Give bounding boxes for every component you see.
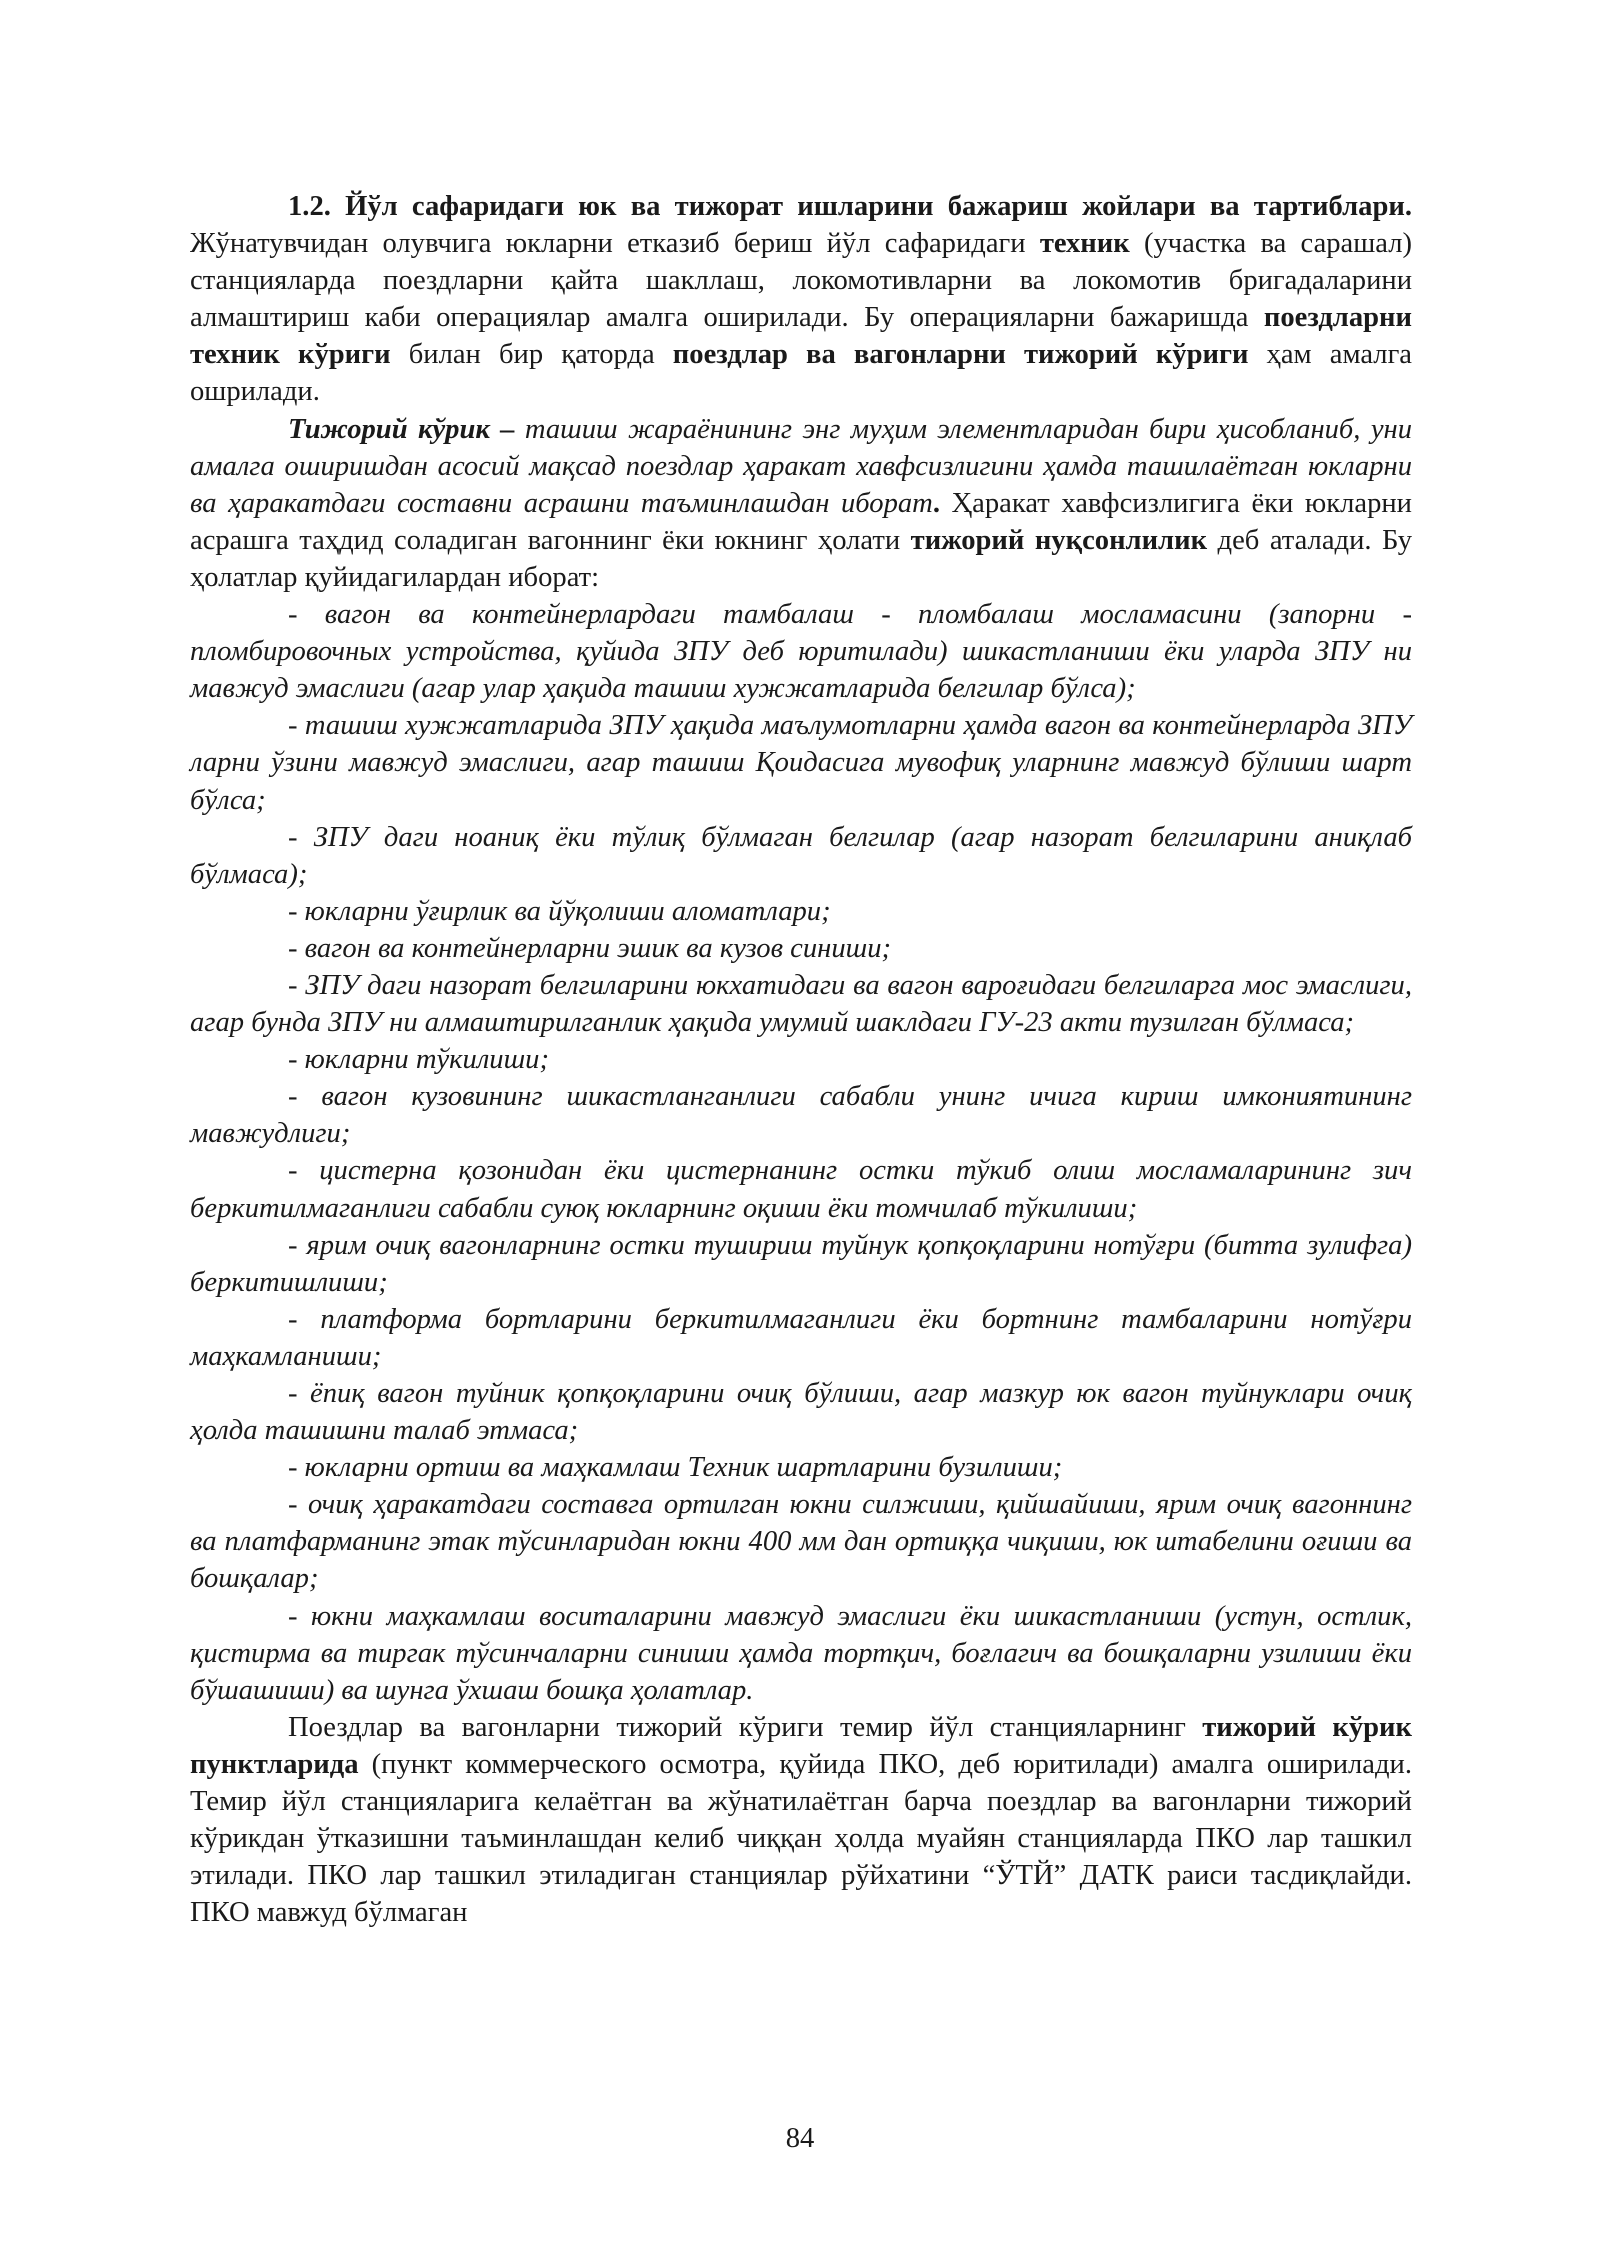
bold-italic-term: Тижорий кўрик – (288, 413, 515, 445)
list-item: - ярим очиқ вагонларнинг остки тушириш туйнук қопқоқларини нотўғри (битта зулифга) беркитишлиши; (190, 1229, 1412, 1298)
section-heading: 1.2. Йўл сафаридаги юк ва тижорат ишларини бажариш жойлари ва тартиблари. (288, 191, 1412, 222)
italic-text: ташиш жараёнининг энг муҳим элементларидан бири ҳисобланиб, уни амалга оширишдан асосий мақсад поездлар ҳаракат хавфсизлигини ҳамда ташилаётган юкларни ва ҳаракатдаги составни асрашни таъминлашдан иборат (190, 413, 1412, 519)
list-item: - юкларни тўкилиши; (288, 1044, 550, 1076)
paragraph-section-1-2 (190, 188, 1412, 411)
text-run: билан бир қаторда (390, 339, 673, 371)
list-item: - ЗПУ даги ноаниқ ёки тўлиқ бўлмаган белгилар (агар назорат белгиларини аниқлаб бўлмаса); (190, 821, 1412, 890)
list-item: - очиқ ҳаракатдаги составга ортилган юкни силжиши, қийшайиши, ярим очиқ вагоннинг ва платфарманинг этак тўсинларидан юкни 400 мм дан ортиққа чиқиши, юк штабелини оғиши ва бошқалар; (190, 1489, 1412, 1595)
list-item: - вагон ва контейнерларни эшик ва кузов синиши; (288, 932, 892, 964)
bold-term: поездлар ва вагонларни тижорий кўриги (672, 339, 1249, 371)
text-run: Ҳаракат хавфсизлигига ёки юкларни асрашга таҳдид соладиган вагоннинг ёки юкнинг ҳолати (190, 487, 1412, 556)
text-run: Поездлар ва вагонларни тижорий кўриги темир йўл станцияларнинг (288, 1711, 1203, 1743)
list-item: - юкларни ўғирлик ва йўқолиши аломатлари; (288, 895, 831, 927)
list-item: - вагон ва контейнерлардаги тамбалаш - пломбалаш мосламасини (запорни - пломбировочных устройства, қуйида ЗПУ деб юритилади) шикастланиши ёки уларда ЗПУ ни мавжуд эмаслиги (агар улар ҳақида ташиш хужжатларида белгилар бўлса); (190, 599, 1412, 705)
bold-term: тижорий нуқсонлилик (910, 524, 1208, 556)
list-item: - ёпиқ вагон туйник қопқоқларини очиқ бўлиши, агар мазкур юк вагон туйнуклари очиқ ҳолда ташишни талаб этмаса; (190, 1378, 1412, 1447)
text-run: ҳам амалга ошрилади. (190, 339, 1412, 408)
text-run: (участка ва сарашал) станцияларда поездларни қайта шакллаш, локомотивларни ва локомотив бригадаларини алмаштириш каби операциялар амалга оширилади. Бу операцияларни бажаришда (190, 228, 1412, 334)
bold-term: поездларни техник кўриги (190, 302, 1412, 371)
paragraph-definition (190, 411, 1412, 596)
list-item: - юкни маҳкамлаш воситаларини мавжуд эмаслиги ёки шикастланиши (устун, остлик, қистирма ва тиргак тўсинчаларни синиши ҳамда тортқич, боғлагич ва бошқаларни узилиши ёки бўшашиши) ва шунга ўхшаш бошқа ҳолатлар. (190, 1600, 1412, 1706)
list-item: - цистерна қозонидан ёки цистернанинг остки тўкиб олиш мосламаларининг зич беркитилмаганлиги сабабли суюқ юкларнинг оқиши ёки томчилаб тўкилиши; (190, 1155, 1412, 1224)
list-item: - ЗПУ даги назорат белгиларини юкхатидаги ва вагон вароғидаги белгиларга мос эмаслиги, агар бунда ЗПУ ни алмаштирилганлик ҳақида умумий шаклдаги ГУ-23 акти тузилган бўлмаса; (190, 969, 1412, 1039)
page-number: 84 (785, 2123, 815, 2154)
text-run: (пункт коммерческого осмотра, қуйида ПКО, деб юритилади) амалга оширилади. Темир йўл станцияларига келаётган ва жўнатилаётган барча поездлар ва вагонларни тижорий кўрикдан ўтказишни таъминлашдан келиб чиққан ҳолда муайян станцияларда ПКО лар ташкил этилади. ПКО лар ташкил этиладиган станциялар рўйхатини “ЎТЙ” ДАТК раиси тасдиқлайди. ПКО мавжуд бўлмаган (190, 1748, 1412, 1929)
list-item: - вагон кузовининг шикастланганлиги сабабли унинг ичига кириш имкониятининг мавжудлиги; (190, 1081, 1412, 1150)
list-item: - ташиш хужжатларида ЗПУ ҳақида маълумотларни ҳамда вагон ва контейнерларда ЗПУ ларни ўзини мавжуд эмаслиги, агар ташиш Қоидасига мувофиқ уларнинг мавжуд бўлиши шарт бўлса; (190, 710, 1412, 816)
text-run: . (932, 487, 940, 519)
text-run: деб аталади. Бу ҳолатлар қуйидагилардан иборат: (190, 524, 1413, 593)
bold-term: техник (1039, 228, 1130, 260)
paragraph-inspection-points (190, 1709, 1412, 1932)
bold-term: тижорий кўрик пунктларида (190, 1711, 1412, 1780)
text-run: Жўнатувчидан олувчига юкларни етказиб бериш йўл сафаридаги (190, 228, 1040, 260)
list-item: - юкларни ортиш ва маҳкамлаш Техник шартларини бузилиши; (288, 1452, 1063, 1484)
document-body (190, 188, 1412, 1931)
list-item: - платформа бортларини беркитилмаганлиги ёки бортнинг тамбаларини нотўғри маҳкамланиши; (190, 1303, 1412, 1372)
